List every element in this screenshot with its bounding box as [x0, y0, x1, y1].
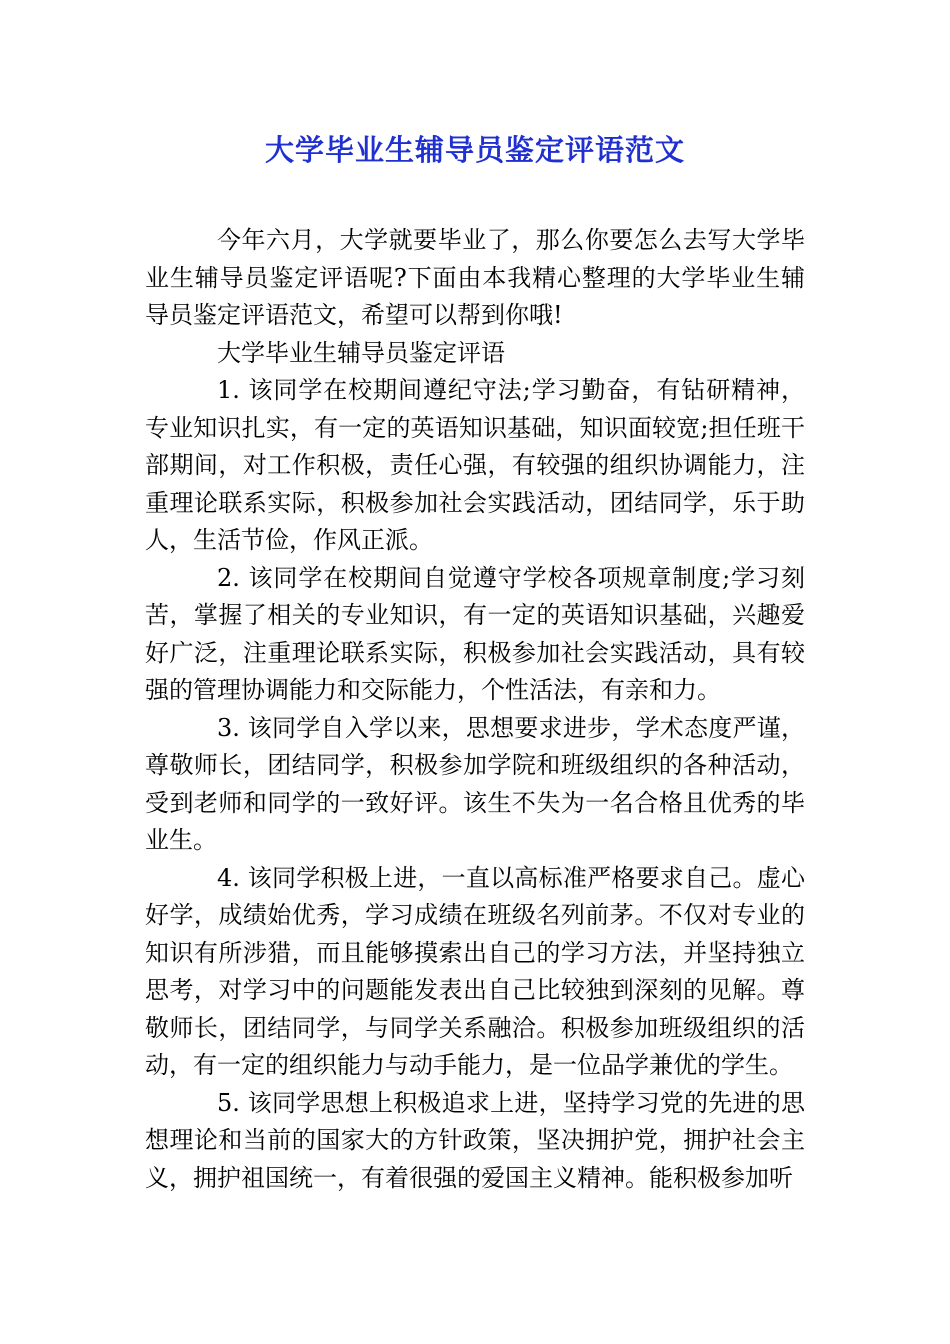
document-title: 大学毕业生辅导员鉴定评语范文: [264, 133, 685, 167]
evaluation-item-4: 4. 该同学积极上进，一直以高标准严格要求自己。虚心好学，成绩始优秀，学习成绩在班级名列前茅。不仅对专业的知识有所涉猎，而且能够摸索出自己的学习方法，并坚持独立思考，对学习中的问题能发表出自己比较独到深刻的见解。尊敬师长，团结同学，与同学关系融洽。积极参加班级组织的活动，有一定的组织能力与动手能力，是一位品学兼优的学生。: [145, 863, 805, 1079]
subheading: 大学毕业生辅导员鉴定评语: [217, 338, 505, 367]
document-body: [145, 222, 805, 1197]
evaluation-item-1: 1. 该同学在校期间遵纪守法;学习勤奋，有钻研精神，专业知识扎实，有一定的英语知识基础，知识面较宽;担任班干部期间，对工作积极，责任心强，有较强的组织协调能力，注重理论联系实际，积极参加社会实践活动，团结同学，乐于助人，生活节俭，作风正派。: [145, 376, 805, 554]
intro-paragraph: 今年六月，大学就要毕业了，那么你要怎么去写大学毕业生辅导员鉴定评语呢?下面由本我精心整理的大学毕业生辅导员鉴定评语范文，希望可以帮到你哦!: [145, 226, 805, 329]
evaluation-item-2: 2. 该同学在校期间自觉遵守学校各项规章制度;学习刻苦，掌握了相关的专业知识，有一定的英语知识基础，兴趣爱好广泛，注重理论联系实际，积极参加社会实践活动，具有较强的管理协调能力和交际能力，个性活法，有亲和力。: [145, 563, 805, 704]
evaluation-item-3: 3. 该同学自入学以来，思想要求进步，学术态度严谨，尊敬师长，团结同学，积极参加学院和班级组织的各种活动，受到老师和同学的一致好评。该生不失为一名合格且优秀的毕业生。: [145, 713, 805, 854]
evaluation-item-5: 5. 该同学思想上积极追求上进，坚持学习党的先进的思想理论和当前的国家大的方针政策，坚决拥护党，拥护社会主义，拥护祖国统一，有着很强的爱国主义精神。能积极参加听: [145, 1088, 805, 1192]
